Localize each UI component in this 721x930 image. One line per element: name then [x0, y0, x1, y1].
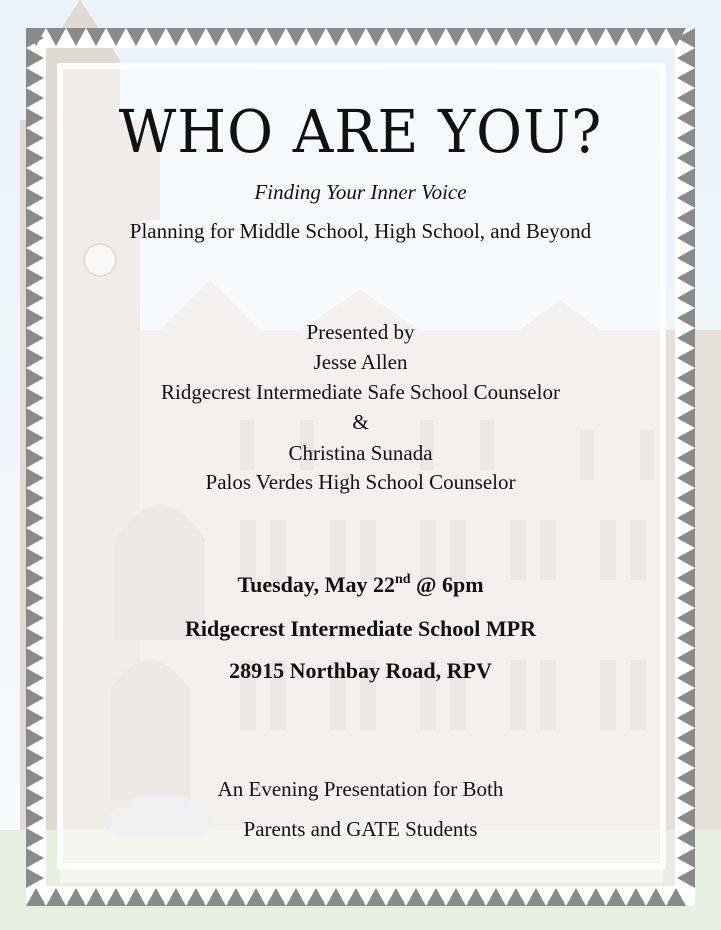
event-date-ordinal: nd	[394, 572, 411, 587]
speaker-1-role: Ridgecrest Intermediate Safe School Counselor	[161, 380, 560, 404]
speaker-1-name: Jesse Allen	[313, 350, 408, 374]
audience-line-1: An Evening Presentation for Both	[217, 777, 504, 801]
event-address: 28915 Northbay Road, RPV	[229, 658, 492, 683]
event-date	[0, 572, 721, 598]
flyer-title: WHO ARE YOU?	[118, 98, 603, 167]
event-date-time: @ 6pm	[410, 572, 484, 597]
event-date-day: Tuesday, May 22	[237, 572, 395, 597]
event-venue: Ridgecrest Intermediate School MPR	[185, 616, 536, 641]
flyer-tagline: Planning for Middle School, High School, and Beyond	[129, 219, 592, 243]
speaker-2-role: Palos Verdes High School Counselor	[205, 470, 516, 494]
flyer-subtitle: Finding Your Inner Voice	[254, 180, 467, 204]
audience-line-2: Parents and GATE Students	[243, 817, 478, 841]
ampersand: &	[352, 410, 369, 434]
speaker-2-name: Christina Sunada	[288, 441, 433, 465]
presented-by-label: Presented by	[306, 320, 415, 344]
